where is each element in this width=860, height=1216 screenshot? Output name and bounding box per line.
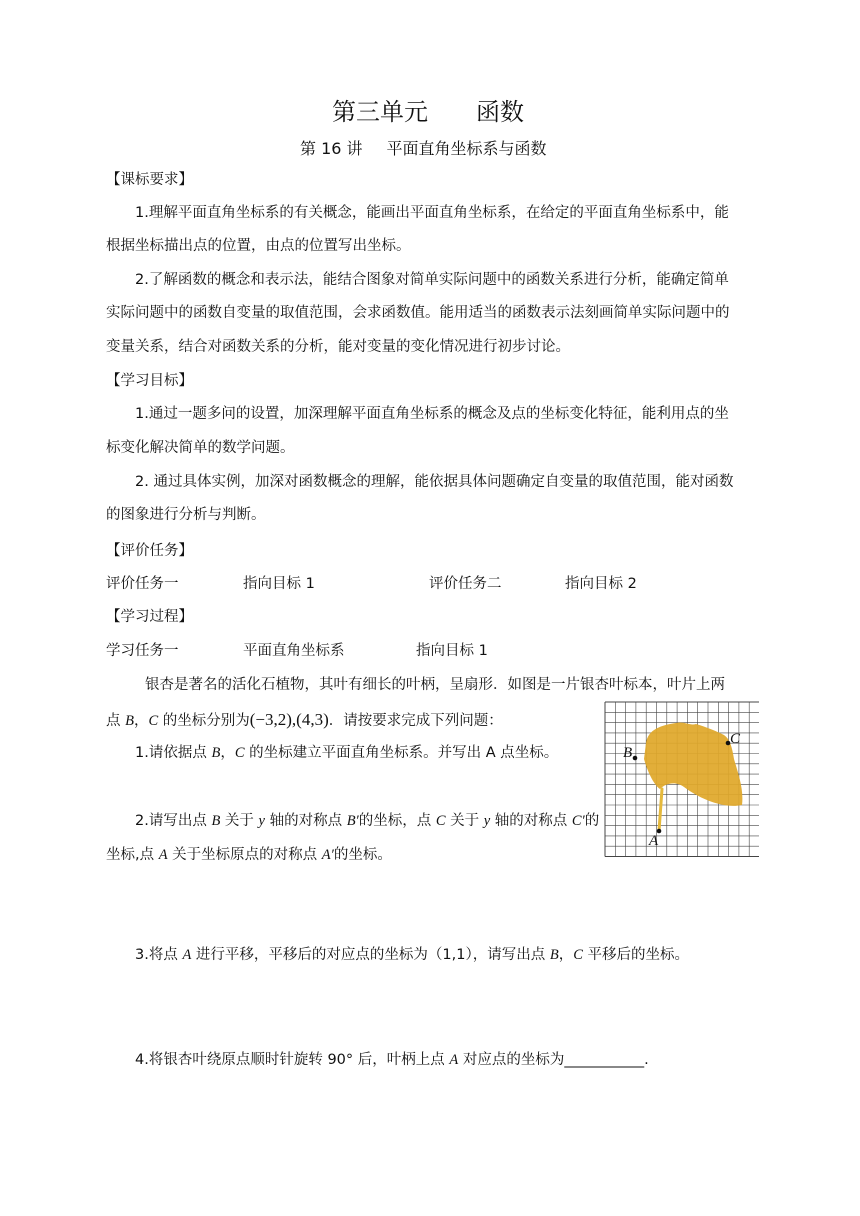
q2-y-axis-2: y	[483, 813, 491, 829]
q2-text-c: 轴的对称点	[264, 813, 347, 829]
unit-title-part-a: 第三单元	[332, 98, 428, 126]
q2-point-c-prime: C′	[571, 813, 585, 829]
process-topic: 平面直角坐标系	[243, 643, 345, 659]
q1-sep: ，	[220, 745, 235, 761]
lesson-number: 第 16 讲	[300, 139, 363, 158]
q3-text-a: 3.将点	[135, 947, 183, 963]
question-1	[135, 746, 558, 761]
intro-line2	[106, 711, 503, 729]
q4-text-b: 对应点的坐标为	[458, 1052, 565, 1068]
ginkgo-leaf	[644, 723, 742, 806]
q2-point-a-prime: A′	[321, 847, 334, 863]
q4-end: .	[644, 1052, 649, 1068]
point-c-label: C	[730, 731, 741, 747]
q3-point-b: B	[549, 947, 559, 963]
unit-title-part-b: 函数	[476, 98, 524, 126]
ginkgo-leaf-figure	[604, 701, 759, 861]
q3-point-c: C	[573, 947, 583, 963]
goals-item2-line2: 的图象进行分析与判断。	[106, 507, 266, 523]
standards-item2-line3: 变量关系，结合对函数关系的分析，能对变量的变化情况进行初步讨论。	[106, 339, 570, 355]
ginkgo-stem	[659, 789, 662, 831]
question-4	[135, 1053, 649, 1068]
point-b-label: B	[623, 745, 633, 761]
intro-coordinates: (−3,2),(4,3)	[249, 710, 329, 729]
q1-text-b: 的坐标建立平面直角坐标系。并写出 A 点坐标。	[244, 745, 559, 761]
point-a-label: A	[649, 833, 659, 849]
unit-title	[332, 92, 524, 127]
q3-text-b: 进行平移，平移后的对应点的坐标为（1,1），请写出点	[191, 947, 550, 963]
intro-point-c: C	[148, 713, 159, 729]
q2-point-b-prime: B′	[346, 813, 359, 829]
intro-sep: ，	[133, 713, 149, 729]
question-2-line1	[135, 814, 599, 829]
q2-text-d: 的坐标，点	[358, 813, 436, 829]
standards-item2-line1: 2.了解函数的概念和表示法，能结合图象对简单实际问题中的函数关系进行分析，能确定简单	[135, 272, 729, 288]
question-2-line2	[106, 848, 392, 863]
q1-point-b: B	[211, 745, 221, 761]
process-target: 指向目标 1	[416, 643, 488, 659]
q4-point-a: A	[449, 1052, 459, 1068]
lesson-title	[300, 136, 547, 159]
q1-text-a: 1.请依据点	[135, 745, 212, 761]
goals-heading: 【学习目标】	[106, 373, 193, 389]
q3-text-c: 平移后的坐标。	[582, 947, 689, 963]
q2-line2-b: 关于坐标原点的对称点	[167, 847, 322, 863]
standards-item2-line2: 实际问题中的函数自变量的取值范围，会求函数值。能用适当的函数表示法刻画简单实际问题中的	[106, 305, 730, 321]
q3-point-a: A	[182, 947, 192, 963]
question-3	[135, 948, 689, 963]
standards-item1-line1: 1.理解平面直角坐标系的有关概念，能画出平面直角坐标系，在给定的平面直角坐标系中，能	[135, 205, 729, 221]
intro-text-a: 点	[106, 713, 126, 729]
process-heading: 【学习过程】	[106, 609, 193, 625]
tasks-heading: 【评价任务】	[106, 543, 193, 559]
q2-point-c: C	[435, 813, 446, 829]
q2-point-a: A	[158, 847, 168, 863]
q4-text-a: 4.将银杏叶绕原点顺时针旋转 90° 后，叶柄上点	[135, 1052, 450, 1068]
standards-heading: 【课标要求】	[106, 172, 193, 188]
goals-item2-line1: 2. 通过具体实例，加深对函数概念的理解，能依据具体问题确定自变量的取值范围，能对函数	[135, 474, 734, 490]
task2-label: 评价任务二	[429, 576, 502, 592]
q2-y-axis-1: y	[258, 813, 265, 829]
task2-target: 指向目标 2	[565, 576, 637, 592]
q3-sep: ，	[558, 947, 574, 963]
intro-text-b: 的坐标分别为	[158, 713, 250, 729]
process-task-label: 学习任务一	[106, 643, 179, 659]
q2-text-b: 关于	[220, 813, 259, 829]
q1-point-c: C	[234, 745, 245, 761]
q2-line2-a: 坐标,点	[106, 847, 159, 863]
q2-text-e: 关于	[445, 813, 484, 829]
standards-item1-line2: 根据坐标描出点的位置，由点的位置写出坐标。	[106, 238, 411, 254]
q2-text-g: 的	[584, 813, 600, 829]
goals-item1-line1: 1.通过一题多问的设置，加深理解平面直角坐标系的概念及点的坐标变化特征，能利用点的坐	[135, 406, 729, 422]
task1-label: 评价任务一	[106, 576, 179, 592]
q2-text-f: 轴的对称点	[490, 813, 572, 829]
q2-point-b: B	[211, 813, 221, 829]
intro-text-c: ．请按要求完成下列问题：	[328, 713, 503, 729]
lesson-name: 平面直角坐标系与函数	[386, 139, 547, 158]
intro-line1: 银杏是著名的活化石植物，其叶有细长的叶柄，呈扇形．如图是一片银杏叶标本，叶片上两	[145, 677, 725, 693]
task1-target: 指向目标 1	[243, 576, 315, 592]
intro-point-b: B	[125, 713, 134, 729]
q4-answer-blank[interactable]: ___________	[564, 1052, 645, 1068]
goals-item1-line2: 标变化解决简单的数学问题。	[106, 440, 295, 456]
q2-text-a: 2.请写出点	[135, 813, 212, 829]
q2-line2-c: 的坐标。	[333, 847, 392, 863]
point-b-dot	[633, 756, 638, 761]
